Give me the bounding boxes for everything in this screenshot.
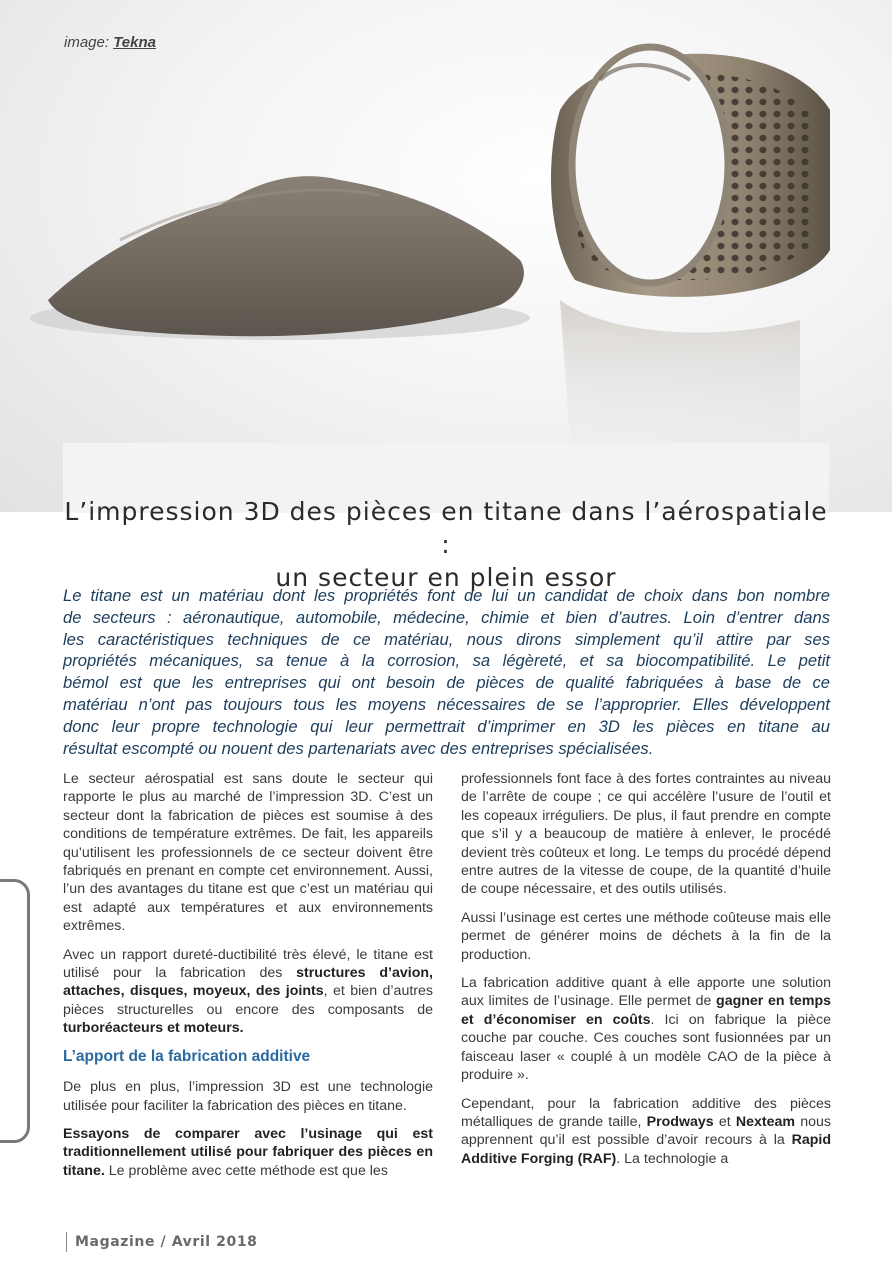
intro-line: bémol est que les entreprises qui ont besoin de pièces de qualité fabriquées à base de ce bbox=[63, 673, 830, 693]
intro-paragraph bbox=[63, 585, 830, 759]
text-run: Cependant, pour la fabrication additive des pièces métalliques de grande taille, bbox=[461, 1095, 831, 1130]
body-paragraph bbox=[63, 1125, 433, 1180]
text-run: Le problème avec cette méthode est que les bbox=[104, 1162, 388, 1179]
page-title bbox=[60, 495, 832, 594]
text-bold: gagner en temps et d’économiser en coûts bbox=[461, 993, 831, 1028]
text-bold: Prodways bbox=[646, 1113, 714, 1130]
intro-line: résultat escompté ou nouent des partenariats avec des entreprises spécialisées. bbox=[63, 738, 654, 758]
text-run: . Ici on fabrique la pièce couche par couche. Ces couches sont fusionnées par un faisceau laser « couplé à un modèle CAO de la pièce à produire ». bbox=[461, 1011, 831, 1084]
image-credit bbox=[64, 34, 156, 51]
footer-issue-label: Magazine / Avril 2018 bbox=[66, 1232, 258, 1252]
text-bold: Nexteam bbox=[735, 1113, 796, 1130]
text-bold: structures d’avion, attaches, disques, moyeux, des joints bbox=[63, 965, 433, 1000]
page-title-line-1: L’impression 3D des pièces en titane dans l’aérospatiale : bbox=[64, 496, 828, 559]
body-paragraph: De plus en plus, l’impression 3D est une technologie utilisée pour faciliter la fabrication des pièces en titane. bbox=[63, 1079, 433, 1114]
text-run: Avec un rapport dureté-ductibilité très élevé, le titane est utilisé pour la fabrication des bbox=[63, 946, 433, 982]
image-credit-link[interactable]: Tekna bbox=[113, 34, 156, 51]
text-run: La fabrication additive quant à elle apporte une solution aux limites de l’usinage. Elle permet de bbox=[461, 975, 831, 1010]
body-paragraph bbox=[63, 946, 433, 1038]
image-credit-prefix: image: bbox=[64, 34, 110, 51]
body-paragraph: Aussi l’usinage est certes une méthode coûteuse mais elle permet de générer moins de déchets à la fin de la production. bbox=[461, 909, 831, 963]
text-bold: turboréacteurs et moteurs. bbox=[63, 1020, 244, 1037]
intro-line: de secteurs : aéronautique, automobile, médecine, chimie et bien d’autres. Loin d’entrer dans bbox=[63, 607, 830, 627]
intro-line: Le titane est un matériau dont les propriétés font de lui un candidat de choix dans bon nombre bbox=[63, 586, 830, 605]
intro-line: les caractéristiques techniques de ce matériau, nous dirons simplement qu’il attire par ses bbox=[63, 629, 830, 649]
section-heading: L’apport de la fabrication additive bbox=[63, 1047, 311, 1065]
text-bold: Rapid Additive Forging (RAF) bbox=[461, 1132, 831, 1167]
body-column-right bbox=[461, 770, 831, 1178]
text-run: nous apprennent qu’il est possible d’avoir recours à la bbox=[461, 1113, 832, 1149]
text-run: , et bien d’autres pièces structurelles ou encore des composants de bbox=[63, 983, 433, 1018]
intro-line: matériau n’ont pas toujours tous les moyens nécessaires de se l’approprier. Elles développent bbox=[63, 694, 830, 714]
body-column-left bbox=[63, 770, 433, 1190]
side-tab bbox=[0, 879, 30, 1143]
hero-photo bbox=[0, 0, 892, 512]
body-paragraph bbox=[461, 1095, 831, 1169]
page-title-line-2: un secteur en plein essor bbox=[275, 562, 617, 592]
body-paragraph: Le secteur aérospatial est sans doute le secteur qui rapporte le plus au marché de l’impression 3D. C’est un secteur dont la fabrication de pièces est soumise à des conditions de température extrêmes. De fait, les appareils qu’utilisent les professionnels de ce secteur doivent être fabriqués en prenant en compte cet environnement. Aussi, l’un des avantages du titane est que c’est un matériau qui est adapté aux températures et aux environnements extrêmes. bbox=[63, 771, 433, 935]
text-run: et bbox=[713, 1113, 736, 1130]
intro-line: propriétés mécaniques, sa tenue à la corrosion, sa légèreté, et sa biocompatibilité. Le petit bbox=[63, 651, 830, 671]
titanium-products-illustration bbox=[0, 0, 892, 512]
text-run: . La technologie a bbox=[616, 1150, 729, 1167]
intro-line: donc leur propre technologie qui leur permettrait d’imprimer en 3D les pièces en titane au bbox=[63, 716, 830, 736]
body-paragraph: professionnels font face à des fortes contraintes au niveau de l’arrête de coupe ; ce qui accélère l’usure de l’outil et les copeaux irréguliers. De plus, il faut prendre en compte que s’il y a beaucoup de matière à enlever, le procédé devient très coûteux et long. Le temps du procédé dépend entre autres de la vitesse de coupe, de la quantité d’huile de coupe nécessaire, et des outils utilisés. bbox=[461, 771, 831, 898]
body-paragraph bbox=[461, 974, 831, 1084]
text-bold: Essayons de comparer avec l’usinage qui est traditionnellement utilisé pour fabriquer des pièces en titane. bbox=[63, 1125, 433, 1179]
